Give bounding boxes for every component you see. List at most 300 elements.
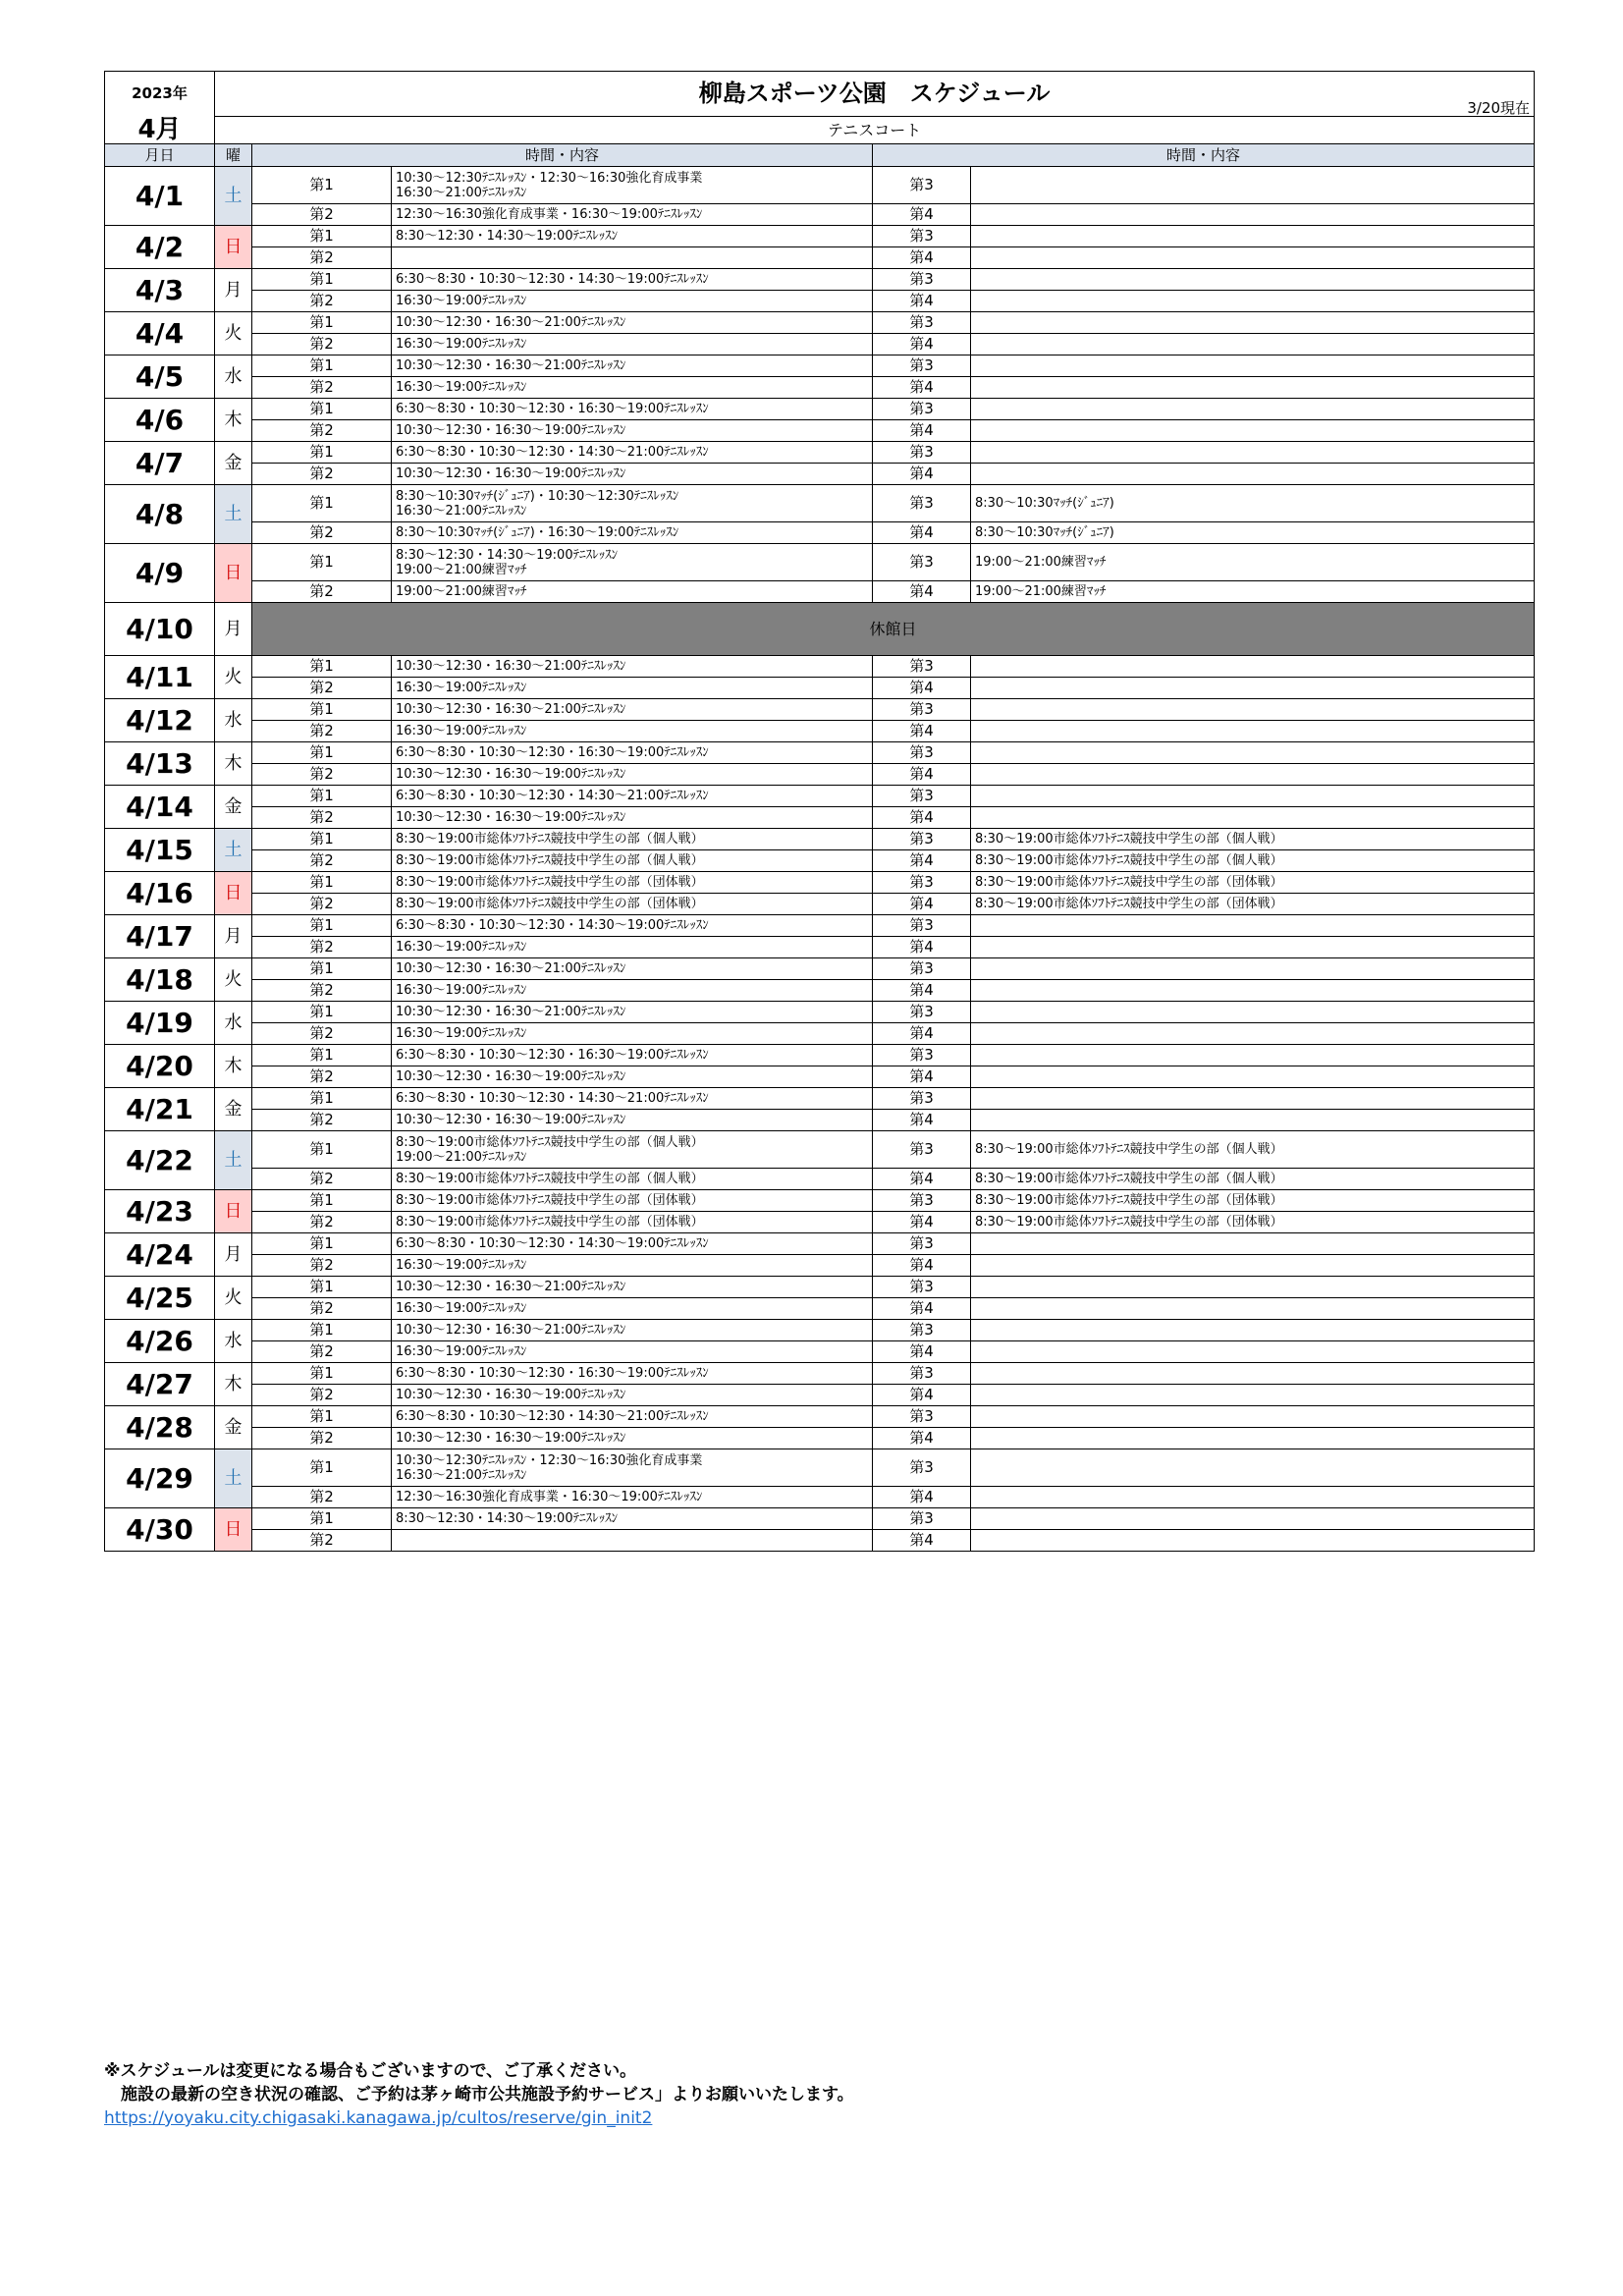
day-row-second (105, 1385, 1535, 1406)
day-row (105, 1449, 1535, 1487)
court-3-content (971, 1045, 1535, 1066)
court-4-label: 第4 (873, 937, 971, 958)
court-2-content: 10:30～12:30・16:30～19:00ﾃﾆｽﾚｯｽﾝ (392, 1428, 873, 1449)
day-date: 4/11 (105, 656, 215, 699)
court-4-content (971, 678, 1535, 699)
day-of-week: 日 (215, 226, 252, 269)
court-4-label: 第4 (873, 334, 971, 355)
court-2-label: 第2 (252, 1066, 392, 1088)
court-2-label: 第2 (252, 1385, 392, 1406)
day-row-second (105, 1212, 1535, 1233)
court-4-content: 19:00～21:00練習ﾏｯﾁ (971, 581, 1535, 603)
court-3-content: 8:30～19:00市総体ｿﾌﾄﾃﾆｽ競技中学生の部（個人戦） (971, 1131, 1535, 1169)
day-of-week: 日 (215, 1190, 252, 1233)
day-row (105, 544, 1535, 581)
court-3-label: 第3 (873, 485, 971, 522)
court-3-label: 第3 (873, 226, 971, 247)
court-3-content: 8:30～19:00市総体ｿﾌﾄﾃﾆｽ競技中学生の部（団体戦） (971, 872, 1535, 894)
day-date: 4/20 (105, 1045, 215, 1088)
court-4-content (971, 1066, 1535, 1088)
day-date: 4/22 (105, 1131, 215, 1190)
court-1-content: 10:30～12:30・16:30～21:00ﾃﾆｽﾚｯｽﾝ (392, 958, 873, 980)
day-of-week: 火 (215, 312, 252, 355)
court-1-label: 第1 (252, 167, 392, 204)
court-2-label: 第2 (252, 937, 392, 958)
court-1-content: 6:30～8:30・10:30～12:30・14:30～19:00ﾃﾆｽﾚｯｽﾝ (392, 915, 873, 937)
day-date: 4/2 (105, 226, 215, 269)
day-of-week: 日 (215, 544, 252, 603)
court-2-label: 第2 (252, 894, 392, 915)
day-row-second (105, 247, 1535, 269)
court-4-label: 第4 (873, 1110, 971, 1131)
court-2-label: 第2 (252, 678, 392, 699)
court-3-content (971, 167, 1535, 204)
court-2-label: 第2 (252, 1212, 392, 1233)
court-4-content (971, 1341, 1535, 1363)
court-1-content: 8:30～12:30・14:30～19:00ﾃﾆｽﾚｯｽﾝ 19:00～21:00練習ﾏｯﾁ (392, 544, 873, 581)
court-4-content: 8:30～19:00市総体ｿﾌﾄﾃﾆｽ競技中学生の部（個人戦） (971, 850, 1535, 872)
court-1-label: 第1 (252, 829, 392, 850)
court-3-label: 第3 (873, 167, 971, 204)
day-date: 4/26 (105, 1320, 215, 1363)
day-of-week: 木 (215, 1045, 252, 1088)
court-1-label: 第1 (252, 269, 392, 291)
court-1-content: 10:30～12:30ﾃﾆｽﾚｯｽﾝ・12:30～16:30強化育成事業 16:30～21:00ﾃﾆｽﾚｯｽﾝ (392, 1449, 873, 1487)
court-4-label: 第4 (873, 721, 971, 742)
notes (104, 2059, 1534, 2130)
day-date: 4/4 (105, 312, 215, 355)
court-1-content: 10:30～12:30・16:30～21:00ﾃﾆｽﾚｯｽﾝ (392, 1277, 873, 1298)
court-3-label: 第3 (873, 312, 971, 334)
court-1-content: 10:30～12:30・16:30～21:00ﾃﾆｽﾚｯｽﾝ (392, 355, 873, 377)
court-2-content: 16:30～19:00ﾃﾆｽﾚｯｽﾝ (392, 1341, 873, 1363)
court-4-label: 第4 (873, 850, 971, 872)
court-2-content (392, 1530, 873, 1552)
court-2-content: 16:30～19:00ﾃﾆｽﾚｯｽﾝ (392, 678, 873, 699)
court-4-content: 8:30～19:00市総体ｿﾌﾄﾃﾆｽ競技中学生の部（団体戦） (971, 894, 1535, 915)
court-2-content: 10:30～12:30・16:30～19:00ﾃﾆｽﾚｯｽﾝ (392, 807, 873, 829)
court-3-content (971, 1233, 1535, 1255)
court-1-label: 第1 (252, 1190, 392, 1212)
day-of-week: 日 (215, 1508, 252, 1552)
court-4-content (971, 377, 1535, 399)
day-row (105, 603, 1535, 656)
day-row-second (105, 980, 1535, 1002)
day-row-second (105, 1487, 1535, 1508)
court-2-label: 第2 (252, 1023, 392, 1045)
court-3-content: 8:30～10:30ﾏｯﾁ(ｼﾞｭﾆｱ) (971, 485, 1535, 522)
day-row-second (105, 678, 1535, 699)
court-2-content: 8:30～10:30ﾏｯﾁ(ｼﾞｭﾆｱ)・16:30～19:00ﾃﾆｽﾚｯｽﾝ (392, 522, 873, 544)
court-1-label: 第1 (252, 485, 392, 522)
court-1-content: 6:30～8:30・10:30～12:30・14:30～21:00ﾃﾆｽﾚｯｽﾝ (392, 786, 873, 807)
day-date: 4/19 (105, 1002, 215, 1045)
court-2-label: 第2 (252, 1530, 392, 1552)
day-row-second (105, 1530, 1535, 1552)
court-2-label: 第2 (252, 1341, 392, 1363)
day-row (105, 786, 1535, 807)
day-date: 4/3 (105, 269, 215, 312)
court-4-label: 第4 (873, 291, 971, 312)
court-4-label: 第4 (873, 1385, 971, 1406)
court-1-content: 10:30～12:30ﾃﾆｽﾚｯｽﾝ・12:30～16:30強化育成事業 16:30～21:00ﾃﾆｽﾚｯｽﾝ (392, 167, 873, 204)
court-1-content: 8:30～10:30ﾏｯﾁ(ｼﾞｭﾆｱ)・10:30～12:30ﾃﾆｽﾚｯｽﾝ 16:30～21:00ﾃﾆｽﾚｯｽﾝ (392, 485, 873, 522)
court-1-content: 6:30～8:30・10:30～12:30・14:30～19:00ﾃﾆｽﾚｯｽﾝ (392, 269, 873, 291)
court-1-label: 第1 (252, 1508, 392, 1530)
day-date: 4/5 (105, 355, 215, 399)
day-row-second (105, 1428, 1535, 1449)
court-4-label: 第4 (873, 1212, 971, 1233)
court-3-label: 第3 (873, 1406, 971, 1428)
court-3-content (971, 312, 1535, 334)
court-4-label: 第4 (873, 1023, 971, 1045)
court-3-label: 第3 (873, 1508, 971, 1530)
court-1-content: 8:30～19:00市総体ｿﾌﾄﾃﾆｽ競技中学生の部（個人戦） 19:00～21:00ﾃﾆｽﾚｯｽﾝ (392, 1131, 873, 1169)
court-3-label: 第3 (873, 872, 971, 894)
court-3-label: 第3 (873, 544, 971, 581)
court-1-label: 第1 (252, 355, 392, 377)
court-2-content: 10:30～12:30・16:30～19:00ﾃﾆｽﾚｯｽﾝ (392, 420, 873, 442)
court-3-content (971, 1363, 1535, 1385)
court-2-content: 10:30～12:30・16:30～19:00ﾃﾆｽﾚｯｽﾝ (392, 1110, 873, 1131)
court-1-label: 第1 (252, 1406, 392, 1428)
day-of-week: 木 (215, 1363, 252, 1406)
day-row-second (105, 291, 1535, 312)
court-1-label: 第1 (252, 1045, 392, 1066)
court-2-label: 第2 (252, 980, 392, 1002)
court-2-content: 12:30～16:30強化育成事業・16:30～19:00ﾃﾆｽﾚｯｽﾝ (392, 1487, 873, 1508)
court-4-label: 第4 (873, 1066, 971, 1088)
court-3-label: 第3 (873, 1277, 971, 1298)
court-3-label: 第3 (873, 1045, 971, 1066)
day-of-week: 水 (215, 699, 252, 742)
court-4-label: 第4 (873, 247, 971, 269)
court-1-content: 8:30～19:00市総体ｿﾌﾄﾃﾆｽ競技中学生の部（個人戦） (392, 829, 873, 850)
day-of-week: 木 (215, 399, 252, 442)
court-4-content: 8:30～19:00市総体ｿﾌﾄﾃﾆｽ競技中学生の部（団体戦） (971, 1212, 1535, 1233)
court-3-label: 第3 (873, 1233, 971, 1255)
court-4-label: 第4 (873, 764, 971, 786)
court-4-label: 第4 (873, 522, 971, 544)
court-4-content (971, 1298, 1535, 1320)
court-2-label: 第2 (252, 377, 392, 399)
court-1-content: 10:30～12:30・16:30～21:00ﾃﾆｽﾚｯｽﾝ (392, 656, 873, 678)
day-of-week: 木 (215, 742, 252, 786)
day-of-week: 火 (215, 656, 252, 699)
court-3-label: 第3 (873, 699, 971, 721)
court-4-label: 第4 (873, 420, 971, 442)
court-3-content (971, 786, 1535, 807)
day-date: 4/23 (105, 1190, 215, 1233)
court-3-content (971, 1406, 1535, 1428)
court-2-label: 第2 (252, 807, 392, 829)
day-row (105, 1508, 1535, 1530)
court-2-content: 8:30～19:00市総体ｿﾌﾄﾃﾆｽ競技中学生の部（団体戦） (392, 1212, 873, 1233)
court-3-label: 第3 (873, 1088, 971, 1110)
court-2-content: 10:30～12:30・16:30～19:00ﾃﾆｽﾚｯｽﾝ (392, 1066, 873, 1088)
court-2-label: 第2 (252, 291, 392, 312)
court-4-label: 第4 (873, 1487, 971, 1508)
court-3-label: 第3 (873, 442, 971, 464)
court-2-content: 16:30～19:00ﾃﾆｽﾚｯｽﾝ (392, 1023, 873, 1045)
court-4-content (971, 1385, 1535, 1406)
day-row (105, 699, 1535, 721)
court-1-label: 第1 (252, 742, 392, 764)
day-row-second (105, 1298, 1535, 1320)
court-2-label: 第2 (252, 721, 392, 742)
court-4-content (971, 1110, 1535, 1131)
day-row (105, 226, 1535, 247)
court-4-label: 第4 (873, 204, 971, 226)
day-row-second (105, 807, 1535, 829)
court-1-label: 第1 (252, 1320, 392, 1341)
day-date: 4/30 (105, 1508, 215, 1552)
court-3-content (971, 269, 1535, 291)
court-4-label: 第4 (873, 894, 971, 915)
court-2-content: 16:30～19:00ﾃﾆｽﾚｯｽﾝ (392, 721, 873, 742)
as-of-date: 3/20現在 (1467, 99, 1531, 117)
year-label: 2023年 (105, 72, 215, 117)
court-2-label: 第2 (252, 464, 392, 485)
day-row (105, 355, 1535, 377)
day-row (105, 1045, 1535, 1066)
court-1-label: 第1 (252, 1002, 392, 1023)
day-row (105, 1190, 1535, 1212)
court-1-content: 6:30～8:30・10:30～12:30・14:30～21:00ﾃﾆｽﾚｯｽﾝ (392, 1406, 873, 1428)
day-row (105, 829, 1535, 850)
court-2-content: 10:30～12:30・16:30～19:00ﾃﾆｽﾚｯｽﾝ (392, 764, 873, 786)
court-4-label: 第4 (873, 377, 971, 399)
court-1-content: 6:30～8:30・10:30～12:30・16:30～19:00ﾃﾆｽﾚｯｽﾝ (392, 399, 873, 420)
note-change: ※スケジュールは変更になる場合もございますので、ご了承ください。 (104, 2061, 637, 2081)
court-2-label: 第2 (252, 850, 392, 872)
court-3-label: 第3 (873, 1002, 971, 1023)
day-date: 4/18 (105, 958, 215, 1002)
court-4-content (971, 204, 1535, 226)
day-row (105, 656, 1535, 678)
court-1-label: 第1 (252, 915, 392, 937)
court-2-content: 16:30～19:00ﾃﾆｽﾚｯｽﾝ (392, 334, 873, 355)
court-2-content: 16:30～19:00ﾃﾆｽﾚｯｽﾝ (392, 1298, 873, 1320)
court-3-content (971, 355, 1535, 377)
court-3-content (971, 1508, 1535, 1530)
court-4-label: 第4 (873, 1428, 971, 1449)
court-1-label: 第1 (252, 312, 392, 334)
column-header-row (105, 144, 1535, 167)
court-4-content (971, 937, 1535, 958)
day-row (105, 915, 1535, 937)
court-1-label: 第1 (252, 226, 392, 247)
court-1-label: 第1 (252, 1449, 392, 1487)
court-4-content (971, 764, 1535, 786)
day-of-week: 日 (215, 872, 252, 915)
day-row-second (105, 764, 1535, 786)
day-row (105, 485, 1535, 522)
court-2-label: 第2 (252, 204, 392, 226)
day-date: 4/7 (105, 442, 215, 485)
day-row-second (105, 204, 1535, 226)
day-of-week: 金 (215, 442, 252, 485)
court-4-label: 第4 (873, 807, 971, 829)
day-date: 4/29 (105, 1449, 215, 1508)
court-3-label: 第3 (873, 742, 971, 764)
court-2-label: 第2 (252, 247, 392, 269)
day-row (105, 1002, 1535, 1023)
day-row-second (105, 1066, 1535, 1088)
court-3-content (971, 699, 1535, 721)
court-1-label: 第1 (252, 442, 392, 464)
court-1-content: 10:30～12:30・16:30～21:00ﾃﾆｽﾚｯｽﾝ (392, 1002, 873, 1023)
court-1-content: 6:30～8:30・10:30～12:30・16:30～19:00ﾃﾆｽﾚｯｽﾝ (392, 742, 873, 764)
court-1-content: 10:30～12:30・16:30～21:00ﾃﾆｽﾚｯｽﾝ (392, 1320, 873, 1341)
court-1-label: 第1 (252, 786, 392, 807)
day-row (105, 1233, 1535, 1255)
court-2-content: 8:30～19:00市総体ｿﾌﾄﾃﾆｽ競技中学生の部（団体戦） (392, 894, 873, 915)
day-row-second (105, 581, 1535, 603)
day-of-week: 月 (215, 1233, 252, 1277)
court-4-label: 第4 (873, 980, 971, 1002)
court-4-label: 第4 (873, 1530, 971, 1552)
court-4-label: 第4 (873, 678, 971, 699)
court-4-label: 第4 (873, 1255, 971, 1277)
court-2-label: 第2 (252, 522, 392, 544)
day-row (105, 1277, 1535, 1298)
day-row-second (105, 1255, 1535, 1277)
day-of-week: 水 (215, 1320, 252, 1363)
day-of-week: 水 (215, 355, 252, 399)
court-3-content (971, 399, 1535, 420)
court-4-label: 第4 (873, 1169, 971, 1190)
court-4-content: 8:30～10:30ﾏｯﾁ(ｼﾞｭﾆｱ) (971, 522, 1535, 544)
day-row-second (105, 1023, 1535, 1045)
day-of-week: 月 (215, 269, 252, 312)
day-row-second (105, 1110, 1535, 1131)
day-of-week: 土 (215, 167, 252, 226)
court-1-content: 8:30～12:30・14:30～19:00ﾃﾆｽﾚｯｽﾝ (392, 1508, 873, 1530)
day-row (105, 167, 1535, 204)
day-of-week: 水 (215, 1002, 252, 1045)
court-1-label: 第1 (252, 1363, 392, 1385)
day-date: 4/1 (105, 167, 215, 226)
court-1-label: 第1 (252, 656, 392, 678)
court-3-label: 第3 (873, 399, 971, 420)
court-1-content: 6:30～8:30・10:30～12:30・14:30～21:00ﾃﾆｽﾚｯｽﾝ (392, 1088, 873, 1110)
court-3-content (971, 226, 1535, 247)
court-1-label: 第1 (252, 1233, 392, 1255)
day-of-week: 金 (215, 786, 252, 829)
schedule-sheet (104, 71, 1534, 1552)
day-of-week: 土 (215, 485, 252, 544)
court-3-label: 第3 (873, 1363, 971, 1385)
court-2-content: 10:30～12:30・16:30～19:00ﾃﾆｽﾚｯｽﾝ (392, 464, 873, 485)
court-3-content (971, 742, 1535, 764)
court-1-content: 6:30～8:30・10:30～12:30・14:30～19:00ﾃﾆｽﾚｯｽﾝ (392, 1233, 873, 1255)
court-1-content: 10:30～12:30・16:30～21:00ﾃﾆｽﾚｯｽﾝ (392, 312, 873, 334)
note-reservation: 施設の最新の空き状況の確認、ご予約は茅ヶ崎市公共施設予約サービス」よりお願いいたします。 (104, 2085, 854, 2105)
court-3-content (971, 1449, 1535, 1487)
court-2-content: 16:30～19:00ﾃﾆｽﾚｯｽﾝ (392, 377, 873, 399)
court-1-label: 第1 (252, 399, 392, 420)
day-date: 4/13 (105, 742, 215, 786)
court-1-content: 8:30～19:00市総体ｿﾌﾄﾃﾆｽ競技中学生の部（団体戦） (392, 872, 873, 894)
day-row (105, 742, 1535, 764)
court-3-label: 第3 (873, 269, 971, 291)
court-4-content (971, 1487, 1535, 1508)
court-4-content (971, 1428, 1535, 1449)
day-row-second (105, 721, 1535, 742)
day-date: 4/21 (105, 1088, 215, 1131)
court-4-label: 第4 (873, 464, 971, 485)
court-1-content: 6:30～8:30・10:30～12:30・14:30～21:00ﾃﾆｽﾚｯｽﾝ (392, 442, 873, 464)
court-2-label: 第2 (252, 334, 392, 355)
day-date: 4/6 (105, 399, 215, 442)
court-4-content (971, 1023, 1535, 1045)
day-date: 4/9 (105, 544, 215, 603)
day-of-week: 土 (215, 829, 252, 872)
day-date: 4/14 (105, 786, 215, 829)
day-date: 4/8 (105, 485, 215, 544)
court-3-label: 第3 (873, 786, 971, 807)
day-of-week: 金 (215, 1088, 252, 1131)
court-3-content (971, 958, 1535, 980)
court-1-content: 8:30～12:30・14:30～19:00ﾃﾆｽﾚｯｽﾝ (392, 226, 873, 247)
court-1-content: 6:30～8:30・10:30～12:30・16:30～19:00ﾃﾆｽﾚｯｽﾝ (392, 1363, 873, 1385)
court-4-label: 第4 (873, 1298, 971, 1320)
court-name: テニスコート (215, 117, 1535, 144)
day-date: 4/24 (105, 1233, 215, 1277)
day-row-second (105, 464, 1535, 485)
day-date: 4/27 (105, 1363, 215, 1406)
court-3-label: 第3 (873, 1320, 971, 1341)
court-2-content: 8:30～19:00市総体ｿﾌﾄﾃﾆｽ競技中学生の部（個人戦） (392, 1169, 873, 1190)
day-of-week: 金 (215, 1406, 252, 1449)
reservation-link[interactable]: https://yoyaku.city.chigasaki.kanagawa.jp/cultos/reserve/gin_init2 (104, 2108, 653, 2128)
court-3-label: 第3 (873, 958, 971, 980)
month-label: 4月 (105, 117, 215, 144)
day-of-week: 土 (215, 1449, 252, 1508)
court-2-content: 10:30～12:30・16:30～19:00ﾃﾆｽﾚｯｽﾝ (392, 1385, 873, 1406)
day-of-week: 火 (215, 958, 252, 1002)
day-of-week: 月 (215, 915, 252, 958)
court-3-label: 第3 (873, 1449, 971, 1487)
court-2-label: 第2 (252, 581, 392, 603)
day-row (105, 1406, 1535, 1428)
court-2-label: 第2 (252, 1169, 392, 1190)
page-title (215, 72, 1535, 117)
court-3-content: 19:00～21:00練習ﾏｯﾁ (971, 544, 1535, 581)
court-4-content (971, 464, 1535, 485)
day-date: 4/16 (105, 872, 215, 915)
day-date: 4/15 (105, 829, 215, 872)
court-2-content: 16:30～19:00ﾃﾆｽﾚｯｽﾝ (392, 980, 873, 1002)
court-3-content (971, 656, 1535, 678)
day-date: 4/12 (105, 699, 215, 742)
court-3-label: 第3 (873, 1131, 971, 1169)
day-date: 4/25 (105, 1277, 215, 1320)
day-row (105, 312, 1535, 334)
court-4-content (971, 247, 1535, 269)
day-row-second (105, 522, 1535, 544)
court-2-content: 16:30～19:00ﾃﾆｽﾚｯｽﾝ (392, 1255, 873, 1277)
court-3-content (971, 915, 1535, 937)
court-2-label: 第2 (252, 764, 392, 786)
court-1-label: 第1 (252, 872, 392, 894)
court-2-content: 8:30～19:00市総体ｿﾌﾄﾃﾆｽ競技中学生の部（個人戦） (392, 850, 873, 872)
day-row (105, 1363, 1535, 1385)
day-row (105, 958, 1535, 980)
court-2-content: 16:30～19:00ﾃﾆｽﾚｯｽﾝ (392, 291, 873, 312)
day-row-second (105, 377, 1535, 399)
